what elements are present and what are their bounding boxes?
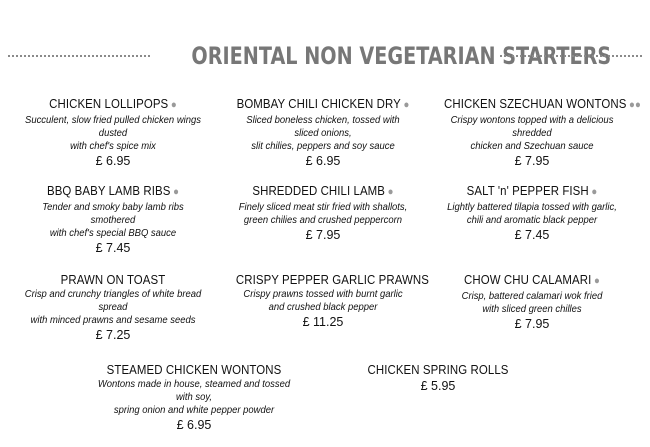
item-price: £ 5.95 <box>420 379 456 393</box>
item-name: CRISPY PEPPER GARLIC PRAWNS <box>235 272 429 287</box>
item-description: Sliced boneless chicken, tossed with sliced onions, slit chilies, peppers and soy sauce <box>246 114 400 152</box>
spice-indicator-icon: ●● <box>629 99 641 111</box>
spice-indicator-icon: ● <box>173 186 180 198</box>
spice-indicator-icon: ● <box>403 99 410 111</box>
item-description: Tender and smoky baby lamb ribs smothered with chef's special BBQ sauce <box>42 201 184 239</box>
item-price: £ 7.95 <box>514 317 550 331</box>
item-price: £ 7.95 <box>514 154 550 168</box>
menu-item-bbq-baby-lamb-ribs <box>14 183 212 256</box>
item-description: Lightly battered tilapia tossed with garlic, chili and aromatic black pepper <box>447 201 617 226</box>
item-price: £ 11.25 <box>302 315 344 329</box>
item-price: £ 7.45 <box>95 241 131 255</box>
dotted-divider-left <box>8 55 150 57</box>
item-description: Crispy prawns tossed with burnt garlic and crushed black pepper <box>243 288 403 313</box>
menu-item-prawn-on-toast <box>14 272 212 343</box>
item-name: BBQ BABY LAMB RIBS <box>46 183 171 198</box>
item-name: CHOW CHU CALAMARI <box>464 272 592 287</box>
item-price: £ 7.25 <box>95 328 131 342</box>
dotted-divider-right <box>500 55 642 57</box>
item-name: CHICKEN SZECHUAN WONTONS <box>444 96 627 111</box>
item-name: STEAMED CHICKEN WONTONS <box>106 362 282 377</box>
item-description: Crispy wontons topped with a delicious shredded chicken and Szechuan sauce <box>450 114 614 152</box>
section-title: ORIENTAL NON VEGETARIAN STARTERS <box>191 42 612 70</box>
item-price: £ 6.95 <box>305 154 341 168</box>
spice-indicator-icon: ● <box>594 275 600 287</box>
menu-item-chicken-szechuan-wontons <box>432 96 641 169</box>
section-header <box>8 38 642 74</box>
menu-item-chicken-spring-rolls <box>348 362 528 394</box>
menu-item-shredded-chili-lamb <box>224 183 422 243</box>
item-name: CHICKEN SPRING ROLLS <box>367 362 509 377</box>
item-description: Wontons made in house, steamed and tossed with soy, spring onion and white pepper powder <box>97 378 291 416</box>
item-price: £ 6.95 <box>176 418 212 432</box>
item-price: £ 6.95 <box>95 154 131 168</box>
spice-indicator-icon: ● <box>170 99 177 111</box>
spice-indicator-icon: ● <box>387 186 394 198</box>
item-name: SALT 'n' PEPPER FISH <box>466 183 589 198</box>
item-description: Finely sliced meat stir fried with shallots, green chilies and crushed peppercorn <box>238 201 408 226</box>
item-name: BOMBAY CHILI CHICKEN DRY <box>236 96 401 111</box>
item-name: CHICKEN LOLLIPOPS <box>49 96 169 111</box>
item-description: Succulent, slow fried pulled chicken wings dusted with chef's spice mix <box>25 114 201 152</box>
menu-item-bombay-chili-chicken-dry <box>224 96 422 169</box>
item-price: £ 7.95 <box>305 228 341 242</box>
item-description: Crisp and crunchy triangles of white bread spread with minced prawns and sesame seeds <box>24 288 202 326</box>
menu-item-chow-chu-calamari <box>432 272 632 332</box>
menu-item-crispy-pepper-garlic-prawns <box>224 272 429 330</box>
menu-item-steamed-chicken-wontons <box>84 362 304 433</box>
item-name: SHREDDED CHILI LAMB <box>252 183 386 198</box>
menu-item-salt-n-pepper-fish <box>432 183 632 243</box>
item-price: £ 7.45 <box>514 228 550 242</box>
menu-item-chicken-lollipops <box>14 96 212 169</box>
item-description: Crisp, battered calamari wok fried with sliced green chilles <box>461 290 603 315</box>
item-name: PRAWN ON TOAST <box>60 272 166 287</box>
spice-indicator-icon: ● <box>591 186 598 198</box>
